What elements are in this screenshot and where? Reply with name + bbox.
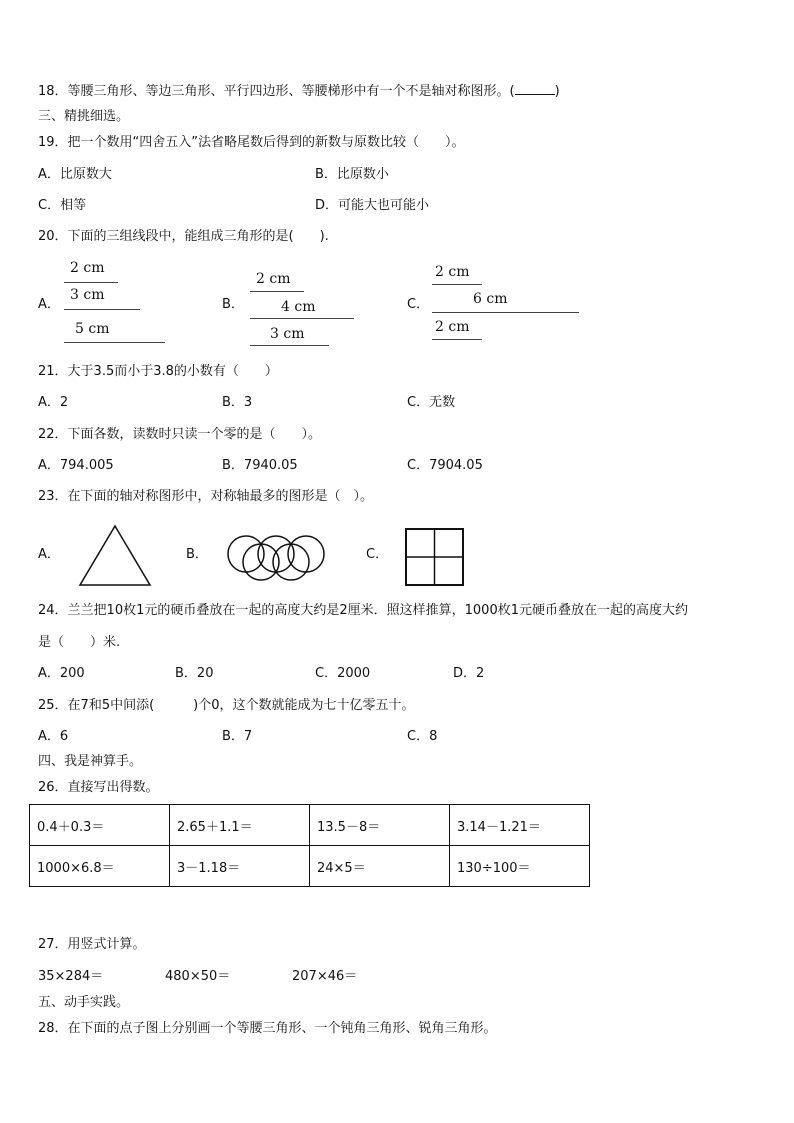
q23-option-a[interactable]: A．	[38, 547, 60, 562]
q25-option-a[interactable]: A．6	[38, 729, 69, 744]
question-25-stem: 25．在7和5中间添( )个0，这个数就能成为七十亿零五十。	[38, 698, 415, 713]
question-18-text: 18．等腰三角形、等边三角形、平行四边形、等腰梯形中有一个不是轴对称图形。(	[38, 84, 515, 99]
question-18-end: )	[554, 84, 560, 99]
q19-option-a[interactable]: A．比原数大	[38, 167, 112, 182]
question-24-line1: 24．兰兰把10枚1元的硬币叠放在一起的高度大约是2厘米．照这样推算，1000枚1元硬币叠放在一起的高度大约	[38, 603, 688, 618]
q25-option-b[interactable]: B．7	[222, 729, 253, 744]
segment-label: 6 cm	[473, 291, 508, 307]
segment-label: 3 cm	[270, 326, 305, 342]
question-23-stem: 23．在下面的轴对称图形中，对称轴最多的图形是（ ）。	[38, 489, 374, 504]
segment-label: 3 cm	[70, 287, 105, 303]
line-segment	[64, 282, 118, 283]
section-3-heading: 三、精挑细选。	[38, 109, 130, 124]
segment-label: 2 cm	[435, 264, 470, 280]
calc-cell[interactable]: 0.4＋0.3＝	[30, 805, 170, 846]
q19-option-c[interactable]: C．相等	[38, 198, 87, 213]
table-row	[30, 846, 590, 887]
question-21-stem: 21．大于3.5而小于3.8的小数有（ ）	[38, 364, 278, 379]
calc-cell[interactable]: 2.65＋1.1＝	[170, 805, 310, 846]
olympic-rings-icon	[222, 534, 332, 582]
segment-label: 4 cm	[281, 299, 316, 315]
q22-option-a[interactable]: A．794.005	[38, 458, 114, 473]
line-segment	[250, 345, 329, 346]
segment-label: 5 cm	[75, 321, 110, 337]
q22-option-b[interactable]: B．7940.05	[222, 458, 298, 473]
question-26-stem: 26．直接写出得数。	[38, 780, 159, 795]
q20-option-a[interactable]: A．	[38, 297, 60, 312]
answer-blank[interactable]	[515, 82, 555, 95]
line-segment	[64, 342, 165, 343]
calc-cell[interactable]: 1000×6.8＝	[30, 846, 170, 887]
segment-label: 2 cm	[435, 319, 470, 335]
q25-option-c[interactable]: C．8	[407, 729, 438, 744]
calculation-table	[29, 804, 590, 887]
q24-option-d[interactable]: D．2	[453, 666, 485, 681]
q24-option-a[interactable]: A．200	[38, 666, 85, 681]
line-segment	[250, 318, 354, 319]
q21-option-b[interactable]: B．3	[222, 395, 253, 410]
q20-option-b[interactable]: B．	[222, 297, 244, 312]
q27-item: 35×284＝	[38, 969, 104, 984]
question-27-stem: 27．用竖式计算。	[38, 937, 146, 952]
q23-option-c[interactable]: C．	[366, 547, 389, 562]
calc-cell[interactable]: 24×5＝	[310, 846, 450, 887]
line-segment	[432, 312, 579, 313]
q22-option-c[interactable]: C．7904.05	[407, 458, 483, 473]
question-24-line2: 是（ ）米.	[38, 635, 121, 650]
q19-option-b[interactable]: B．比原数小	[315, 167, 389, 182]
line-segment	[250, 291, 304, 292]
calc-cell[interactable]: 3－1.18＝	[170, 846, 310, 887]
square-grid-icon	[404, 527, 466, 587]
question-22-stem: 22．下面各数，读数时只读一个零的是（ ）。	[38, 427, 322, 442]
q24-option-c[interactable]: C．2000	[315, 666, 371, 681]
question-20-stem: 20．下面的三组线段中，能组成三角形的是( ).	[38, 229, 329, 244]
q27-item: 207×46＝	[292, 969, 358, 984]
question-19-stem: 19．把一个数用“四舍五入”法省略尾数后得到的新数与原数比较（ ）。	[38, 135, 465, 150]
q27-item: 480×50＝	[165, 969, 231, 984]
calc-cell[interactable]: 13.5－8＝	[310, 805, 450, 846]
segment-label: 2 cm	[256, 271, 291, 287]
q21-option-a[interactable]: A．2	[38, 395, 69, 410]
line-segment	[432, 284, 482, 285]
q19-option-d[interactable]: D．可能大也可能小	[315, 198, 430, 213]
q24-option-b[interactable]: B．20	[175, 666, 214, 681]
q20-option-c[interactable]: C．	[407, 297, 430, 312]
line-segment	[64, 309, 140, 310]
calc-cell[interactable]: 3.14－1.21＝	[450, 805, 590, 846]
calc-cell[interactable]: 130÷100＝	[450, 846, 590, 887]
segment-label: 2 cm	[70, 260, 105, 276]
q21-option-c[interactable]: C．无数	[407, 395, 456, 410]
triangle-icon	[78, 524, 152, 588]
line-segment	[432, 339, 482, 340]
table-row	[30, 805, 590, 846]
question-18	[38, 82, 560, 101]
q23-option-b[interactable]: B．	[186, 547, 208, 562]
section-5-heading: 五、动手实践。	[38, 995, 130, 1010]
question-28-stem: 28．在下面的点子图上分别画一个等腰三角形、一个钝角三角形、锐角三角形。	[38, 1021, 497, 1036]
section-4-heading: 四、我是神算手。	[38, 754, 143, 769]
